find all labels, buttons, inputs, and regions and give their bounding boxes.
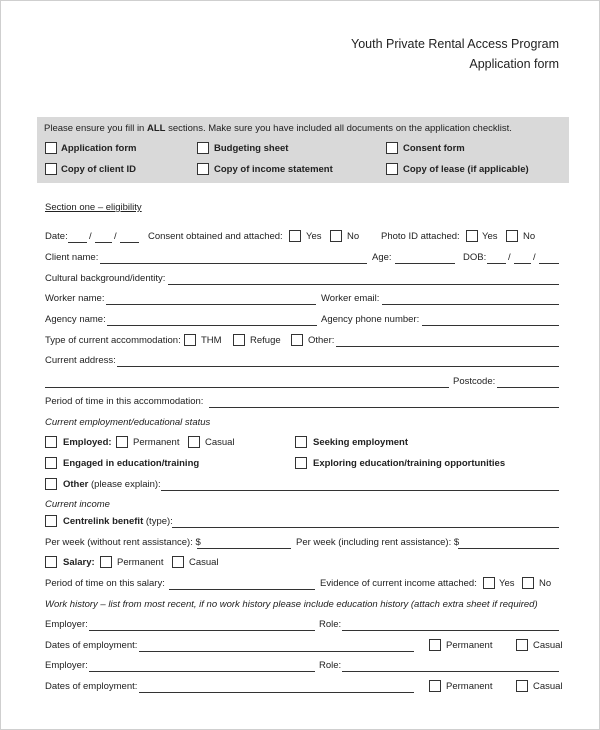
period-salary-row	[45, 578, 559, 592]
salary-row	[45, 557, 559, 571]
employer-field-2[interactable]	[89, 671, 315, 672]
cultural-row	[45, 273, 559, 287]
per-week-including-label: Per week (including rent assistance): $	[296, 537, 460, 548]
salary-label: Salary:	[63, 557, 95, 568]
photo-id-no-label: No	[523, 231, 536, 242]
checklist-item-label: Copy of client ID	[61, 164, 136, 175]
job1-casual-checkbox[interactable]	[516, 639, 528, 651]
seeking-label: Seeking employment	[313, 437, 409, 448]
consent-yes-label: Yes	[306, 231, 322, 242]
evidence-label: Evidence of current income attached:	[320, 578, 477, 589]
consent-no-label: No	[347, 231, 360, 242]
employed-checkbox[interactable]	[45, 436, 57, 448]
work-history-heading-row	[45, 599, 559, 613]
dob-separator: /	[533, 252, 536, 263]
permanent-label: Permanent	[133, 437, 180, 448]
casual-label: Casual	[205, 437, 235, 448]
dob-separator: /	[508, 252, 511, 263]
centrelink-row	[45, 516, 559, 530]
postcode-field[interactable]	[497, 387, 559, 388]
centrelink-label: Centrelink benefit (type):	[63, 516, 173, 527]
address-field[interactable]	[117, 366, 559, 367]
salary-casual-checkbox[interactable]	[172, 556, 184, 568]
permanent-checkbox[interactable]	[116, 436, 128, 448]
section-heading-row	[45, 202, 559, 216]
engaged-education-label: Engaged in education/training	[63, 458, 200, 469]
work-history-heading: Work history – list from most recent, if no work history please include education history (attach extra sheet if required)	[45, 599, 538, 610]
period-salary-label: Period of time on this salary:	[45, 578, 165, 589]
other-status-checkbox[interactable]	[45, 478, 57, 490]
salary-permanent-checkbox[interactable]	[100, 556, 112, 568]
checklist-item-label: Copy of income statement	[214, 164, 333, 175]
photo-id-label: Photo ID attached:	[381, 231, 460, 242]
centrelink-field[interactable]	[172, 527, 559, 528]
employer-field-1[interactable]	[89, 630, 315, 631]
postcode-label: Postcode:	[453, 376, 496, 387]
checklist-item-label: Application form	[61, 143, 137, 154]
application-checklist	[37, 117, 569, 183]
income-heading-row	[45, 499, 559, 513]
period-accommodation-row	[45, 396, 559, 410]
job1-casual-label: Casual	[533, 640, 563, 651]
dates-row-2	[45, 681, 563, 695]
date-separator: /	[89, 231, 92, 242]
agency-row	[45, 314, 559, 328]
job1-permanent-label: Permanent	[446, 640, 493, 651]
photo-id-yes-label: Yes	[482, 231, 498, 242]
job2-permanent-checkbox[interactable]	[429, 680, 441, 692]
employed-label: Employed:	[63, 437, 112, 448]
photo-id-yes-checkbox[interactable]	[466, 230, 478, 242]
other-status-label: Other (please explain):	[63, 479, 161, 490]
client-name-label: Client name:	[45, 252, 99, 263]
employer-row-2	[45, 660, 559, 674]
checkbox-client-id[interactable]	[45, 163, 57, 175]
employed-row	[45, 437, 559, 451]
client-name-row	[45, 252, 559, 266]
income-heading: Current income	[45, 499, 110, 510]
other-accommodation-label: Other:	[308, 335, 335, 346]
dates-employment-field-1[interactable]	[139, 651, 414, 652]
evidence-yes-checkbox[interactable]	[483, 577, 495, 589]
checkbox-copy-of-lease[interactable]	[386, 163, 398, 175]
dates-row-1	[45, 640, 563, 654]
thm-label: THM	[201, 335, 222, 346]
agency-name-label: Agency name:	[45, 314, 106, 325]
thm-checkbox[interactable]	[184, 334, 196, 346]
checkbox-income-statement[interactable]	[197, 163, 209, 175]
age-field[interactable]	[395, 263, 455, 264]
dob-month-field[interactable]	[514, 263, 531, 264]
photo-id-no-checkbox[interactable]	[506, 230, 518, 242]
job2-casual-label: Casual	[533, 681, 563, 692]
employer-label: Employer:	[45, 660, 88, 671]
other-accommodation-field[interactable]	[336, 346, 559, 347]
cultural-label: Cultural background/identity:	[45, 273, 166, 284]
salary-permanent-label: Permanent	[117, 557, 164, 568]
per-week-without-label: Per week (without rent assistance): $	[45, 537, 201, 548]
employment-heading: Current employment/educational status	[45, 417, 211, 428]
evidence-no-label: No	[539, 578, 552, 589]
period-salary-field[interactable]	[169, 589, 315, 590]
date-year-field[interactable]	[120, 242, 139, 243]
checklist-item-label: Budgeting sheet	[214, 143, 289, 154]
checkbox-application-form[interactable]	[45, 142, 57, 154]
checklist-note: Please ensure you fill in ALL sections. Make sure you have included all documents on the application checklist.	[44, 123, 512, 134]
engaged-education-checkbox[interactable]	[45, 457, 57, 469]
per-week-without-field[interactable]	[197, 548, 291, 549]
exploring-education-label: Exploring education/training opportunities	[313, 458, 506, 469]
refuge-checkbox[interactable]	[233, 334, 245, 346]
centrelink-checkbox[interactable]	[45, 515, 57, 527]
dates-employment-field-2[interactable]	[139, 692, 414, 693]
address-row	[45, 355, 559, 369]
agency-phone-field[interactable]	[422, 325, 559, 326]
section-heading: Section one – eligibility	[45, 202, 142, 213]
job2-permanent-label: Permanent	[446, 681, 493, 692]
date-row	[45, 231, 559, 245]
casual-checkbox[interactable]	[188, 436, 200, 448]
education-row	[45, 458, 559, 472]
dob-day-field[interactable]	[487, 263, 506, 264]
per-week-row	[45, 537, 559, 551]
evidence-yes-label: Yes	[499, 578, 515, 589]
job1-permanent-checkbox[interactable]	[429, 639, 441, 651]
agency-phone-label: Agency phone number:	[321, 314, 420, 325]
worker-row	[45, 293, 559, 307]
date-label: Date:	[45, 231, 68, 242]
seeking-checkbox[interactable]	[295, 436, 307, 448]
per-week-including-field[interactable]	[458, 548, 559, 549]
worker-name-field[interactable]	[106, 304, 316, 305]
employment-heading-row	[45, 417, 559, 431]
consent-no-checkbox[interactable]	[330, 230, 342, 242]
role-label: Role:	[319, 619, 342, 630]
dob-label: DOB:	[463, 252, 487, 263]
consent-label: Consent obtained and attached:	[148, 231, 283, 242]
worker-name-label: Worker name:	[45, 293, 105, 304]
address-field-line-2[interactable]	[45, 387, 449, 388]
worker-email-label: Worker email:	[321, 293, 380, 304]
role-label: Role:	[319, 660, 342, 671]
client-name-field[interactable]	[100, 263, 367, 264]
period-accommodation-label: Period of time in this accommodation:	[45, 396, 204, 407]
dates-employment-label: Dates of employment:	[45, 681, 138, 692]
cultural-field[interactable]	[168, 284, 559, 285]
form-title: Application form	[469, 57, 559, 71]
checklist-item-label: Consent form	[403, 143, 465, 154]
age-label: Age:	[372, 252, 392, 263]
salary-casual-label: Casual	[189, 557, 219, 568]
employer-row-1	[45, 619, 559, 633]
accommodation-row	[45, 335, 559, 349]
job2-casual-checkbox[interactable]	[516, 680, 528, 692]
other-status-row	[45, 479, 559, 493]
employer-label: Employer:	[45, 619, 88, 630]
checkbox-consent-form[interactable]	[386, 142, 398, 154]
worker-email-field[interactable]	[382, 304, 559, 305]
address-label: Current address:	[45, 355, 116, 366]
period-accommodation-field[interactable]	[209, 407, 559, 408]
checkbox-budgeting-sheet[interactable]	[197, 142, 209, 154]
date-month-field[interactable]	[95, 242, 112, 243]
other-accommodation-checkbox[interactable]	[291, 334, 303, 346]
checklist-item-label: Copy of lease (if applicable)	[403, 164, 529, 175]
evidence-no-checkbox[interactable]	[522, 577, 534, 589]
dob-year-field[interactable]	[539, 263, 559, 264]
date-separator: /	[114, 231, 117, 242]
accommodation-label: Type of current accommodation:	[45, 335, 181, 346]
refuge-label: Refuge	[250, 335, 281, 346]
dates-employment-label: Dates of employment:	[45, 640, 138, 651]
other-status-field[interactable]	[161, 490, 559, 491]
salary-checkbox[interactable]	[45, 556, 57, 568]
exploring-education-checkbox[interactable]	[295, 457, 307, 469]
role-field-2[interactable]	[342, 671, 559, 672]
consent-yes-checkbox[interactable]	[289, 230, 301, 242]
agency-name-field[interactable]	[107, 325, 317, 326]
address-row-2	[45, 376, 559, 390]
program-title: Youth Private Rental Access Program	[351, 37, 559, 51]
role-field-1[interactable]	[342, 630, 559, 631]
date-day-field[interactable]	[68, 242, 87, 243]
